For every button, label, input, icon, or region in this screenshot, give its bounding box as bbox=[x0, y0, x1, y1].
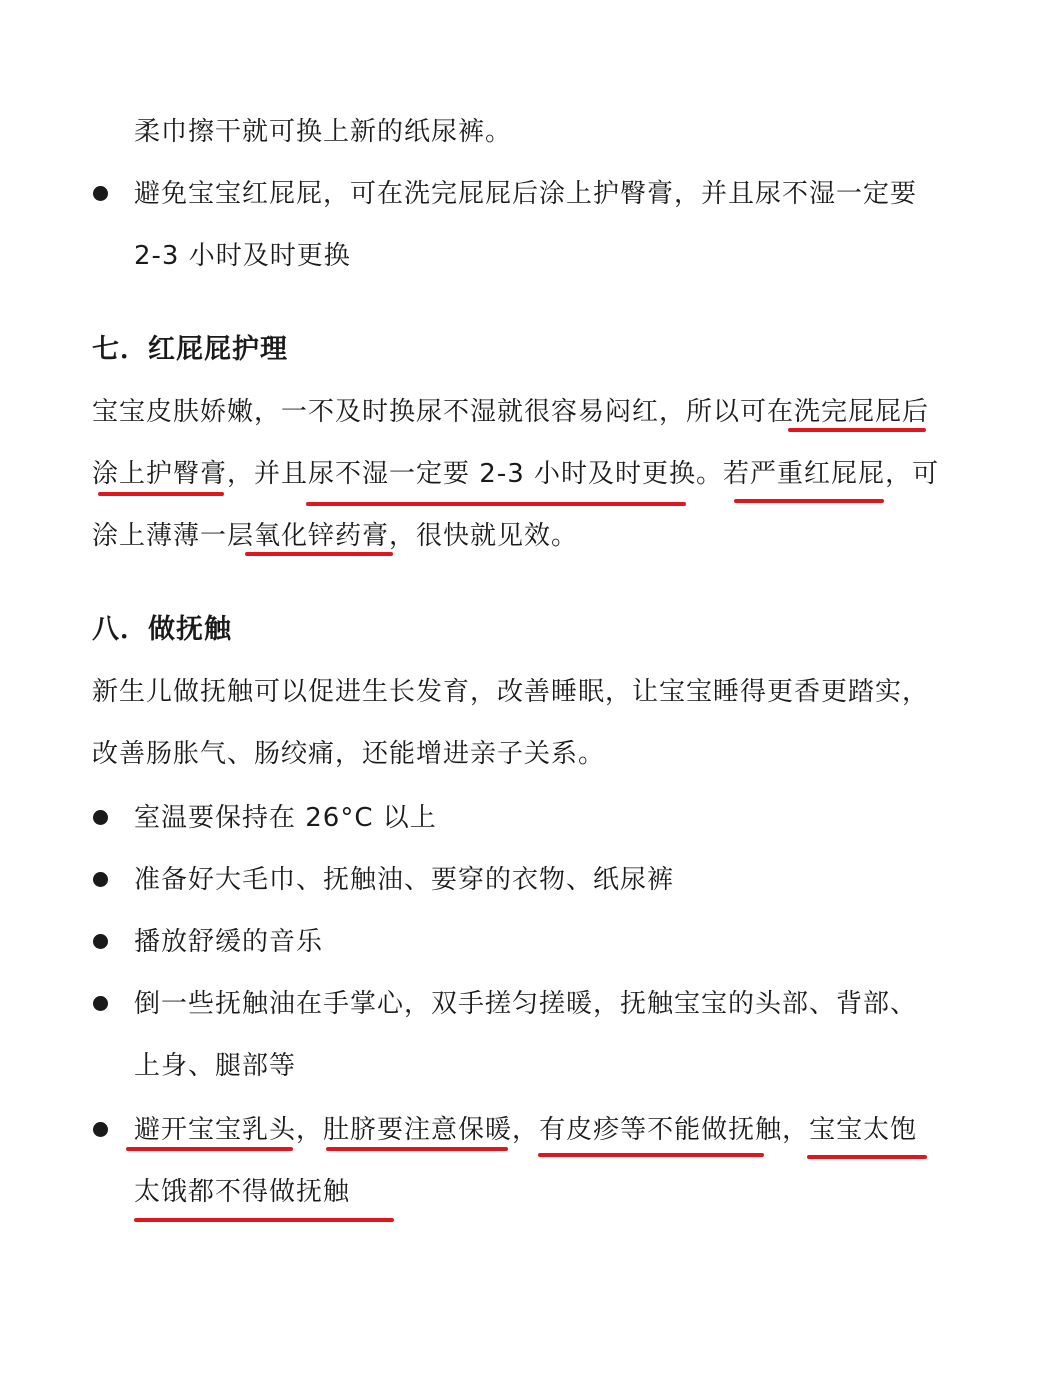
bullet-icon bbox=[93, 186, 108, 201]
text-segment: ， bbox=[296, 1115, 324, 1145]
list-item-text: 避免宝宝红屁屁，可在洗完屁屁后涂上护臀膏，并且尿不湿一定要 bbox=[134, 179, 918, 209]
paragraph-continuation: 柔巾擦干就可换上新的纸尿裤。 bbox=[134, 117, 513, 147]
red-underline bbox=[134, 1218, 394, 1222]
text-segment: ， bbox=[782, 1115, 810, 1145]
paragraph-line bbox=[92, 394, 929, 430]
text-segment: ，很快就见效。 bbox=[389, 521, 579, 551]
section-heading: 七．红屁屁护理 bbox=[92, 334, 288, 365]
text-segment: 涂上薄薄一层 bbox=[92, 521, 255, 551]
list-item-text bbox=[134, 1112, 917, 1148]
section-heading: 八．做抚触 bbox=[92, 614, 232, 645]
red-underline bbox=[788, 428, 926, 432]
red-underline bbox=[245, 552, 393, 556]
bullet-icon bbox=[93, 934, 108, 949]
text-segment: ，可 bbox=[885, 459, 940, 489]
text-segment: ， bbox=[512, 1115, 540, 1145]
highlighted-text: 有皮疹等不能做抚触 bbox=[539, 1115, 783, 1145]
text-segment: 宝宝皮肤娇嫩，一不及时换尿不湿就很容易闷红，所以可在 bbox=[92, 397, 795, 427]
list-item-text: 2-3 小时及时更换 bbox=[134, 241, 351, 271]
highlighted-text: 涂上护臀膏 bbox=[92, 459, 228, 489]
paragraph-line: 新生儿做抚触可以促进生长发育，改善睡眠，让宝宝睡得更香更踏实， bbox=[92, 677, 930, 707]
red-underline bbox=[734, 499, 884, 503]
bullet-icon bbox=[93, 810, 108, 825]
paragraph-line bbox=[92, 518, 578, 554]
list-item-text: 上身、腿部等 bbox=[134, 1051, 297, 1081]
red-underline bbox=[326, 1147, 508, 1151]
list-item-text: 倒一些抚触油在手掌心，双手搓匀搓暖，抚触宝宝的头部、背部、 bbox=[134, 989, 918, 1019]
list-item-text: 播放舒缓的音乐 bbox=[134, 927, 324, 957]
highlighted-text: 避开宝宝乳头 bbox=[134, 1115, 297, 1145]
list-item-text: 准备好大毛巾、抚触油、要穿的衣物、纸尿裤 bbox=[134, 865, 675, 895]
highlighted-text: 肚脐要注意保暖 bbox=[323, 1115, 513, 1145]
highlighted-text: 严重红屁屁 bbox=[750, 459, 886, 489]
bullet-icon bbox=[93, 996, 108, 1011]
paragraph-line bbox=[92, 456, 939, 492]
red-underline bbox=[98, 492, 224, 496]
highlighted-text: 洗完屁屁后 bbox=[794, 397, 930, 427]
text-segment: ，并且 bbox=[227, 459, 309, 489]
highlighted-text: 宝宝太饱 bbox=[809, 1115, 918, 1145]
list-item-text: 太饿都不得做抚触 bbox=[134, 1177, 351, 1207]
red-underline bbox=[538, 1153, 764, 1157]
red-underline bbox=[807, 1155, 927, 1159]
list-item-text: 室温要保持在 26°C 以上 bbox=[134, 803, 437, 833]
bullet-icon bbox=[93, 1122, 108, 1137]
paragraph-line: 改善肠胀气、肠绞痛，还能增进亲子关系。 bbox=[92, 739, 606, 769]
bullet-icon bbox=[93, 872, 108, 887]
highlighted-text: 氧化锌药膏 bbox=[254, 521, 390, 551]
red-underline bbox=[306, 502, 686, 506]
highlighted-text: 尿不湿一定要 2-3 小时及时更换 bbox=[308, 459, 697, 489]
text-segment: 。若 bbox=[696, 459, 751, 489]
red-underline bbox=[126, 1147, 293, 1151]
